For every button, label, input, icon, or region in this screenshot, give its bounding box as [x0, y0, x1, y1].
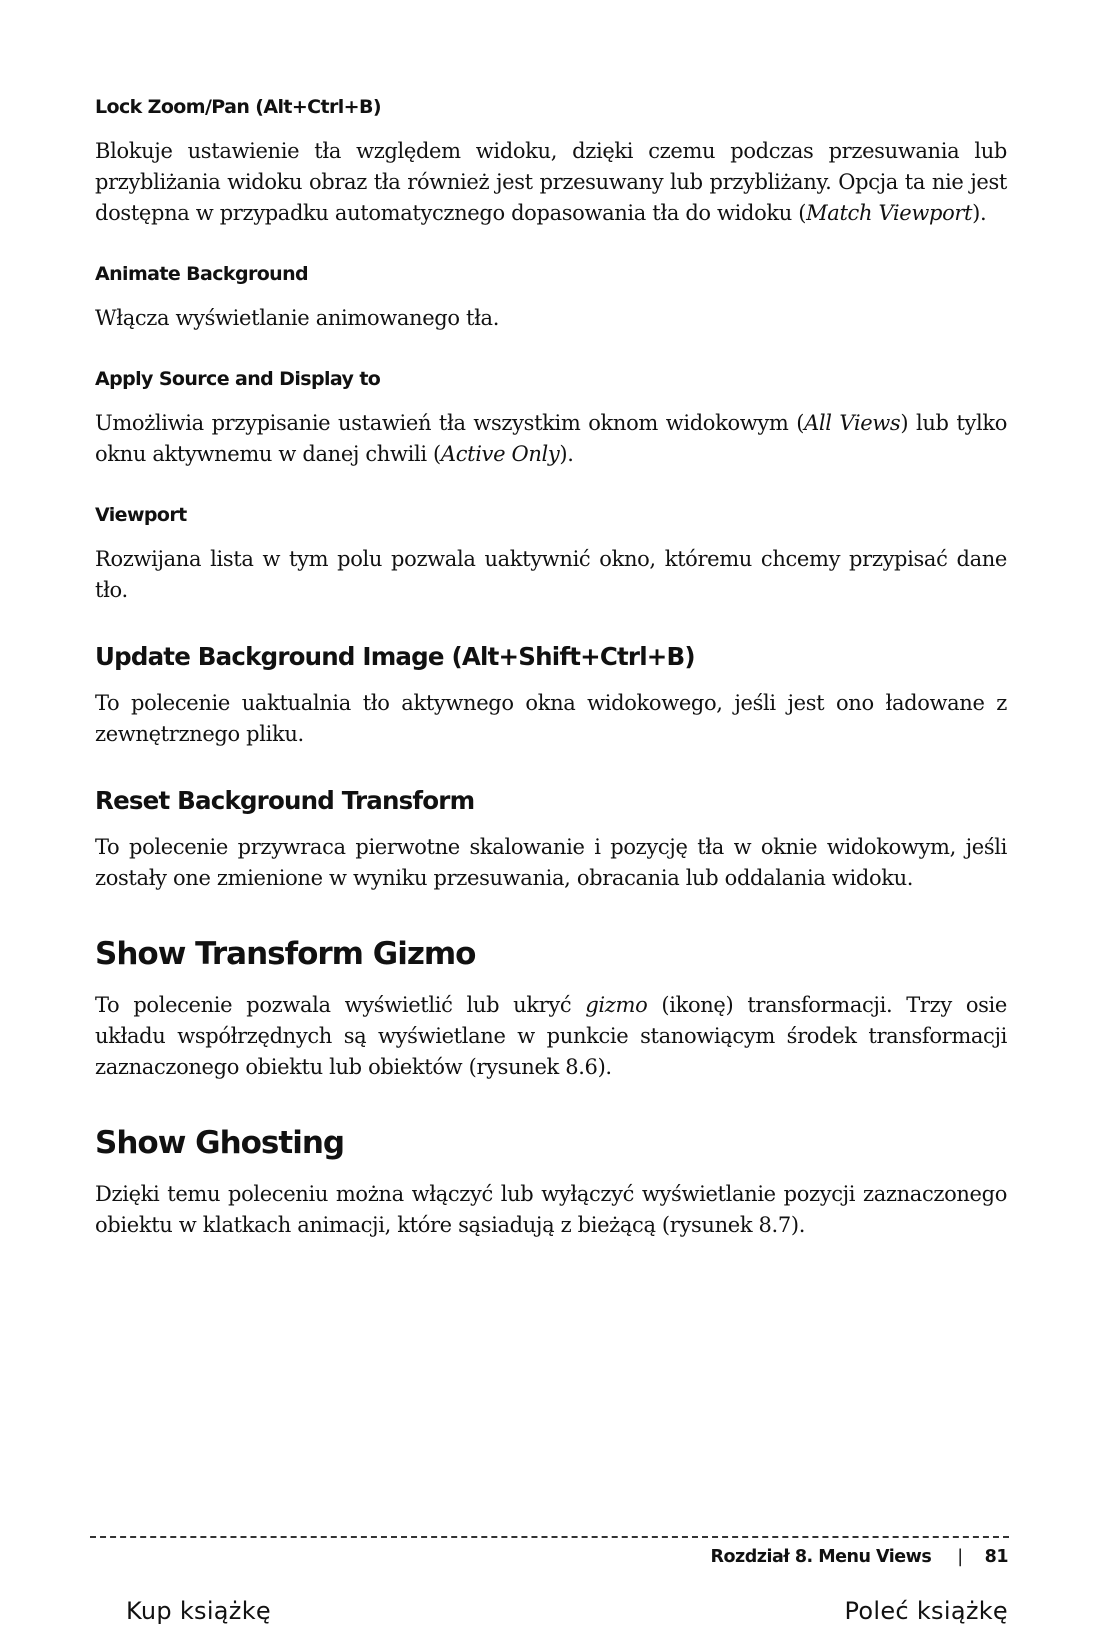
page-content [95, 92, 1007, 1241]
paragraph-reset-background-transform: To polecenie przywraca pierwotne skalowanie i pozycję tła w oknie widokowym, jeśli zostały one zmienione w wyniku przesuwania, obracania lub oddalania widoku. [95, 835, 1007, 890]
paragraph-apply-source [95, 408, 1007, 470]
paragraph-text: ). [559, 442, 574, 466]
paragraph-show-transform-gizmo [95, 990, 1007, 1083]
paragraph-text: Umożliwia przypisanie ustawień tła wszystkim oknom widokowym ( [95, 411, 805, 435]
heading-viewport: Viewport [95, 504, 187, 526]
paragraph-text: To polecenie pozwala wyświetlić lub ukryć [95, 993, 586, 1017]
heading-reset-background-transform: Reset Background Transform [95, 786, 475, 815]
footer-separator: | [957, 1547, 963, 1567]
recommend-book-link[interactable]: Poleć książkę [844, 1597, 1008, 1625]
footer-divider [90, 1536, 1009, 1538]
emphasis-active-only: Active Only [440, 442, 560, 466]
paragraph-text: (ikonę) transformacji. Trzy osie układu współrzędnych są wyświetlane w punkcie stanowiącym środek transformacji zaznaczonego obiektu lub obiektów (rysunek 8.6). [95, 993, 1007, 1079]
paragraph-animate-background: Włącza wyświetlanie animowanego tła. [95, 306, 500, 330]
paragraph-viewport: Rozwijana lista w tym polu pozwala uaktywnić okno, któremu chcemy przypisać dane tło. [95, 547, 1007, 602]
emphasis-all-views: All Views [804, 411, 901, 435]
page-number: 81 [984, 1547, 1008, 1567]
emphasis-match-viewport: Match Viewport [806, 201, 973, 225]
heading-show-transform-gizmo: Show Transform Gizmo [95, 936, 476, 972]
emphasis-gizmo: gizmo [585, 993, 648, 1017]
paragraph-text: ). [972, 201, 987, 225]
paragraph-lock-zoom-pan [95, 136, 1007, 229]
heading-apply-source: Apply Source and Display to [95, 368, 381, 390]
buy-book-link[interactable]: Kup książkę [126, 1597, 271, 1625]
paragraph-text: Blokuje ustawienie tła względem widoku, dzięki czemu podczas przesuwania lub przybliżania widoku obraz tła również jest przesuwany lub przybliżany. Opcja ta nie jest dostępna w przypadku automatycznego dopasowania tła do widoku ( [95, 139, 1007, 225]
heading-lock-zoom-pan: Lock Zoom/Pan (Alt+Ctrl+B) [95, 96, 381, 118]
paragraph-text: ) lub tylko oknu aktywnemu w danej chwili ( [95, 411, 1007, 466]
paragraph-update-background-image: To polecenie uaktualnia tło aktywnego okna widokowego, jeśli jest ono ładowane z zewnętrznego pliku. [95, 691, 1007, 746]
heading-update-background-image: Update Background Image (Alt+Shift+Ctrl+B) [95, 642, 695, 671]
heading-show-ghosting: Show Ghosting [95, 1125, 345, 1161]
paragraph-show-ghosting: Dzięki temu poleceniu można włączyć lub wyłączyć wyświetlanie pozycji zaznaczonego obiektu w klatkach animacji, które sąsiadują z bieżącą (rysunek 8.7). [95, 1182, 1007, 1237]
heading-animate-background: Animate Background [95, 263, 309, 285]
running-footer [711, 1547, 1008, 1567]
chapter-title: Rozdział 8. Menu Views [710, 1547, 932, 1567]
